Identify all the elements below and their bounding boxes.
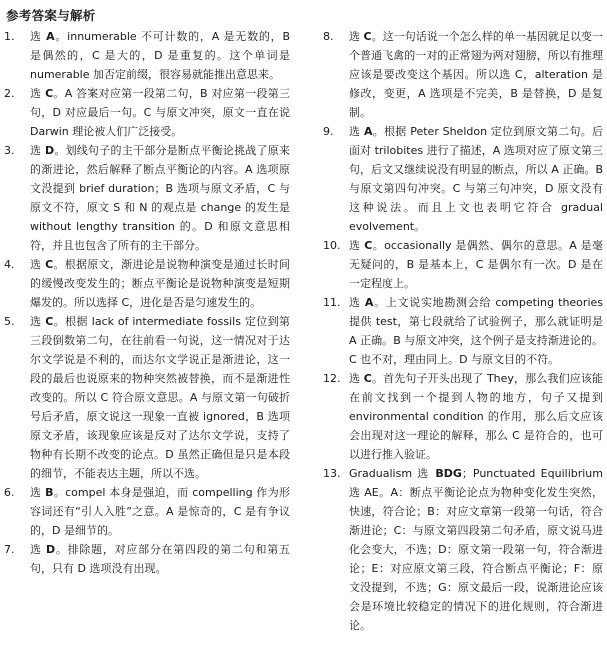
item-explanation: 。这一句话说一个怎么样的单一基因就足以变一个普通飞禽的一对的正常翅为两对翅膀，所以有推理应该是要改变这个基因。所以选 C，alteration 是修改，变更，A 选项是不完美，B 是替换，D 是复制。 (349, 30, 604, 119)
answer-letter: C (364, 239, 373, 252)
item-text (349, 236, 603, 293)
answer-letter: C (45, 87, 54, 100)
item-explanation: ；Punctuated Equilibrium 选 AE。A：断点平衡论论点为物种变化发生突然，快速，符合论；B：对应文章第一段第一句话，符合渐进论；C：与原文第四段第二句矛盾，原文说马进化会变大，不选；D：原文第一段第一句，符合渐进论；E：对应原文第三段，符合断点平衡论；F：原文没提到，不选；G：原文最后一段，说渐进论应该会是环境比较稳定的情况下的进化规则，符合渐进论。 (349, 467, 603, 632)
answer-letter: C (363, 30, 372, 43)
answer-item-2 (4, 84, 290, 141)
item-explanation: 。compel 本身是强迫，而 compelling 作为形容词还有“引人入胜”之意。A 是惊奇的，C 是有争议的，D 是细节的。 (30, 486, 291, 537)
item-text (30, 255, 290, 312)
item-number: 6. (4, 486, 15, 499)
item-number: 5. (4, 315, 15, 328)
item-prefix: 选 (349, 372, 364, 385)
item-explanation: 。根据 Peter Sheldon 定位到原文第二句。后面对 trilobites 进行了描述，A 选项对应了原文第三句，后文又继续说没有明显的断点，所以 A 正确。B 与原文第四句冲突。C 与第三句冲突，D 原文没有这种说法。而且上文也表明它符合 gradual evolvement。 (349, 125, 604, 233)
item-prefix: 选 (30, 258, 46, 271)
item-prefix: Gradualism 选 (349, 467, 436, 480)
left-column (4, 27, 290, 578)
item-number: 8. (323, 30, 334, 43)
answer-item-4 (4, 255, 290, 312)
item-number: 2. (4, 87, 15, 100)
item-prefix: 选 (349, 239, 365, 252)
item-prefix: 选 (30, 30, 47, 43)
answer-item-7 (4, 540, 290, 578)
answer-item-8 (323, 27, 603, 122)
item-prefix: 选 (30, 144, 45, 157)
item-text (30, 312, 290, 483)
item-prefix: 选 (30, 486, 46, 499)
item-prefix: 选 (349, 30, 364, 43)
item-text (30, 540, 290, 578)
item-explanation: 。划线句子的主干部分是断点平衡论挑战了原来的渐进论，然后解释了断点平衡论的内容。A 选项原文没提到 brief duration；B 选项与原文矛盾，C 与原文不符，原文 S 和 N 的观点是 change 的发生是 without lengthy transition 的。D 和原文意思相符，并且也包含了所有的主干部分。 (30, 144, 291, 252)
item-explanation: 。根据 lack of intermediate fossils 定位到第三段倒数第二句，在往前看一句说，这一情况对于达尔文学说是不利的，而达尔文学说正是渐进论，这一段的最后也说原来的物种突然被替换，而不是渐进性改变的。所以 C 符合原文意思。A 与原文第一句破折号后矛盾，原文说这一现象一直被 ignored，B 选项原文矛盾，该现象应该是反对了达尔文学说，支持了物种有长期不改变的论点。D 虽然正确但是只是本段的细节，不能表达主题，所以不选。 (30, 315, 290, 480)
item-text (349, 369, 603, 464)
answer-item-9 (323, 122, 603, 236)
item-text (349, 293, 603, 369)
answer-item-10 (323, 236, 603, 293)
item-text (30, 84, 290, 141)
answer-letter: A (46, 30, 55, 43)
item-explanation: 。根据原文，渐进论是说物种演变是通过长时间的缓慢改变发生的；断点平衡论是说物种演变是短期爆发的。所以选择 C，进化是否是匀速发生的。 (30, 258, 291, 309)
answer-letter: D (45, 543, 56, 556)
item-text (30, 27, 290, 84)
item-explanation: 。innumerable 不可计数的，A 是无数的，B 是偶然的，C 是大的，D 是重复的。这个单词是 numerable 加否定前缀，很容易就能推出意思来。 (30, 30, 290, 81)
item-explanation: 。排除题，对应部分在第四段的第二句和第五句，只有 D 选项没有出现。 (30, 543, 290, 575)
answer-letter: B (45, 486, 54, 499)
page-title: 参考答案与解析 (6, 8, 96, 23)
item-number: 11. (323, 296, 341, 309)
item-explanation: 。上文说实地勘测会给 competing theories 提供 test，第七段就给了试验例子，那么就证明是 A 正确。B 与原文冲突，这个例子是支持渐进论的。C 也不对，理由同上。D 与原文目的不符。 (349, 296, 603, 366)
item-text (30, 483, 290, 540)
item-number: 3. (4, 144, 15, 157)
item-explanation: 。A 答案对应第一段第二句，B 对应第一段第三句，D 对应最后一句。C 与原文冲突，原文一直在说 Darwin 理论被人们广泛接受。 (30, 87, 290, 138)
item-text (30, 141, 290, 255)
item-number: 7. (4, 543, 15, 556)
answer-letter: C (45, 315, 54, 328)
item-prefix: 选 (349, 296, 365, 309)
item-text (349, 464, 603, 635)
item-number: 9. (323, 125, 334, 138)
answer-item-1 (4, 27, 290, 84)
item-explanation: 。occasionally 是偶然、偶尔的意思。A 是毫无疑问的，B 是基本上，C 是偶尔有一次。D 是在一定程度上。 (349, 239, 604, 290)
item-explanation: 。首先句子开头出现了 They，那么我们应该能在前文找到一个提到人物的地方，句子又提到 environmental condition 的作用，那么后文应该会出现对这一理论的解释，那么 C 是符合的，也可以进行推入验证。 (349, 372, 603, 461)
item-prefix: 选 (30, 315, 46, 328)
item-text (349, 27, 603, 122)
item-number: 4. (4, 258, 15, 271)
answer-item-11 (323, 293, 603, 369)
item-prefix: 选 (349, 125, 364, 138)
right-column (323, 27, 603, 635)
item-number: 13. (323, 467, 341, 480)
item-text (349, 122, 603, 236)
answer-letter: A (364, 296, 374, 309)
answer-item-13 (323, 464, 603, 635)
answer-item-6 (4, 483, 290, 540)
answer-letter: C (363, 372, 372, 385)
item-prefix: 选 (30, 543, 46, 556)
item-prefix: 选 (30, 87, 46, 100)
answer-item-12 (323, 369, 603, 464)
answer-item-5 (4, 312, 290, 483)
answer-item-3 (4, 141, 290, 255)
item-number: 12. (323, 372, 341, 385)
answer-letter: A (364, 125, 373, 138)
item-number: 10. (323, 239, 341, 252)
answer-letter: C (45, 258, 54, 271)
answer-letter: D (44, 144, 55, 157)
answer-letter: BDG (435, 467, 462, 480)
item-number: 1. (4, 30, 15, 43)
